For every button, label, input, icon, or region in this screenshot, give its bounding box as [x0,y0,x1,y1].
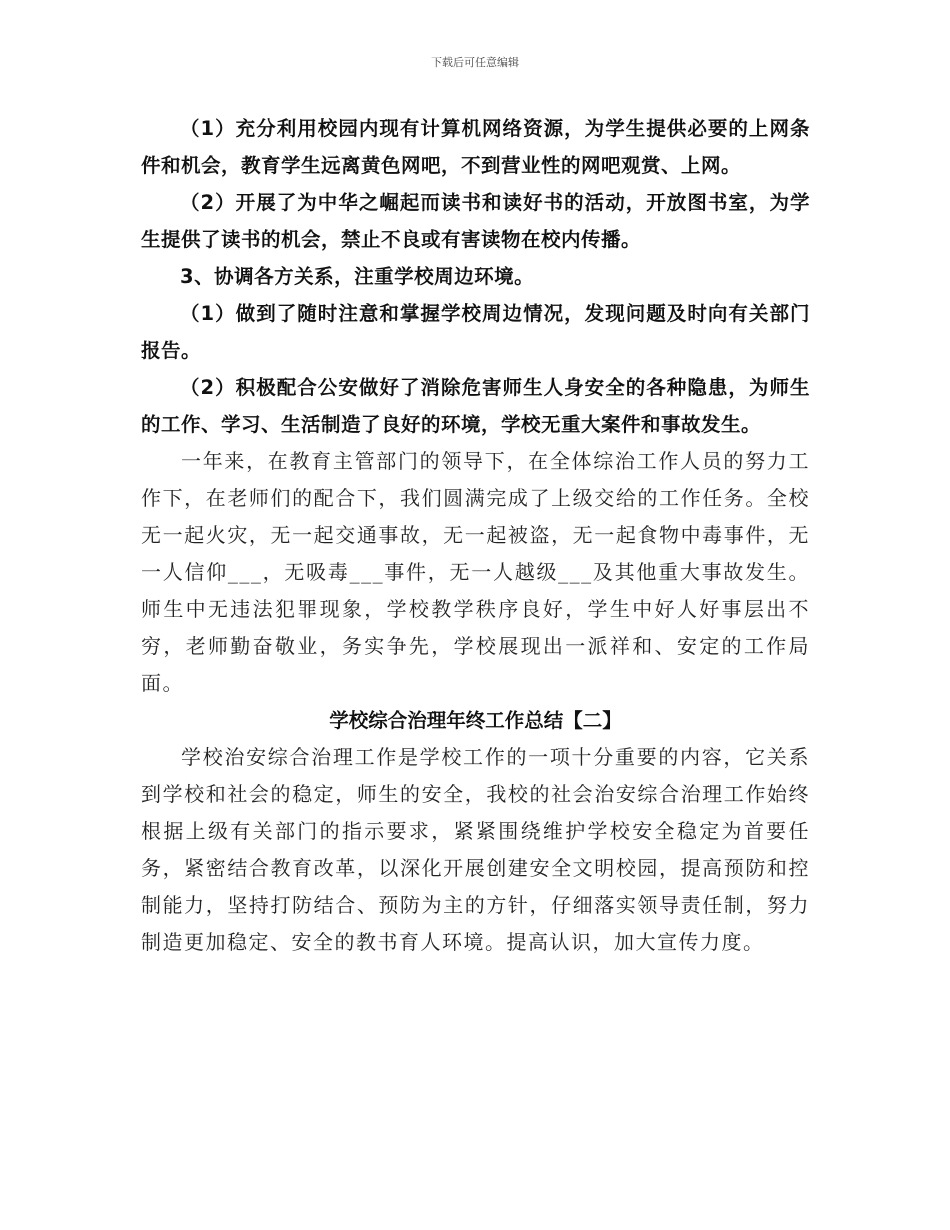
paragraph-year-summary: 一年来，在教育主管部门的领导下，在全体综治工作人员的努力工作下，在老师们的配合下，我们圆满完成了上级交给的工作任务。全校无一起火灾，无一起交通事故，无一起被盗，无一起食物中毒事件，无一人信仰___，无吸毒___事件，无一人越级___及其他重大事故发生。师生中无违法犯罪现象，学校教学秩序良好，学生中好人好事层出不穷，老师勤奋敬业，务实争先，学校展现出一派祥和、安定的工作局面。 [141,449,810,695]
paragraph-network-resources: （1）充分利用校园内现有计算机网络资源，为学生提供必要的上网条件和机会，教育学生远离黄色网吧，不到营业性的网吧观赏、上网。 [141,117,810,177]
section-title: 学校综合治理年终工作总结【二】 [329,709,622,732]
paragraph-security-work: 学校治安综合治理工作是学校工作的一项十分重要的内容，它关系到学校和社会的稳定，师生的安全，我校的社会治安综合治理工作始终根据上级有关部门的指示要求，紧紧围绕维护学校安全稳定为首要任务，紧密结合教育改革，以深化开展创建安全文明校园，提高预防和控制能力，坚持打防结合、预防为主的方针，仔细落实领导责任制，努力制造更加稳定、安全的教书育人环境。提高认识，加大宣传力度。 [141,745,810,954]
paragraph-coordinate-relations: 3、协调各方关系，注重学校周边环境。 [180,265,535,288]
paragraph-eliminate-hazards: （2）积极配合公安做好了消除危害师生人身安全的各种隐患，为师生的工作、学习、生活制造了良好的环境，学校无重大案件和事故发生。 [141,376,810,436]
document-body [141,110,810,961]
paragraph-surroundings-report: （1）做到了随时注意和掌握学校周边情况，发现问题及时向有关部门报告。 [141,302,810,362]
paragraph-reading-activity: （2）开展了为中华之崛起而读书和读好书的活动，开放图书室，为学生提供了读书的机会，禁止不良或有害读物在校内传播。 [141,191,810,251]
page-header: 下载后可任意编辑 [431,56,519,69]
